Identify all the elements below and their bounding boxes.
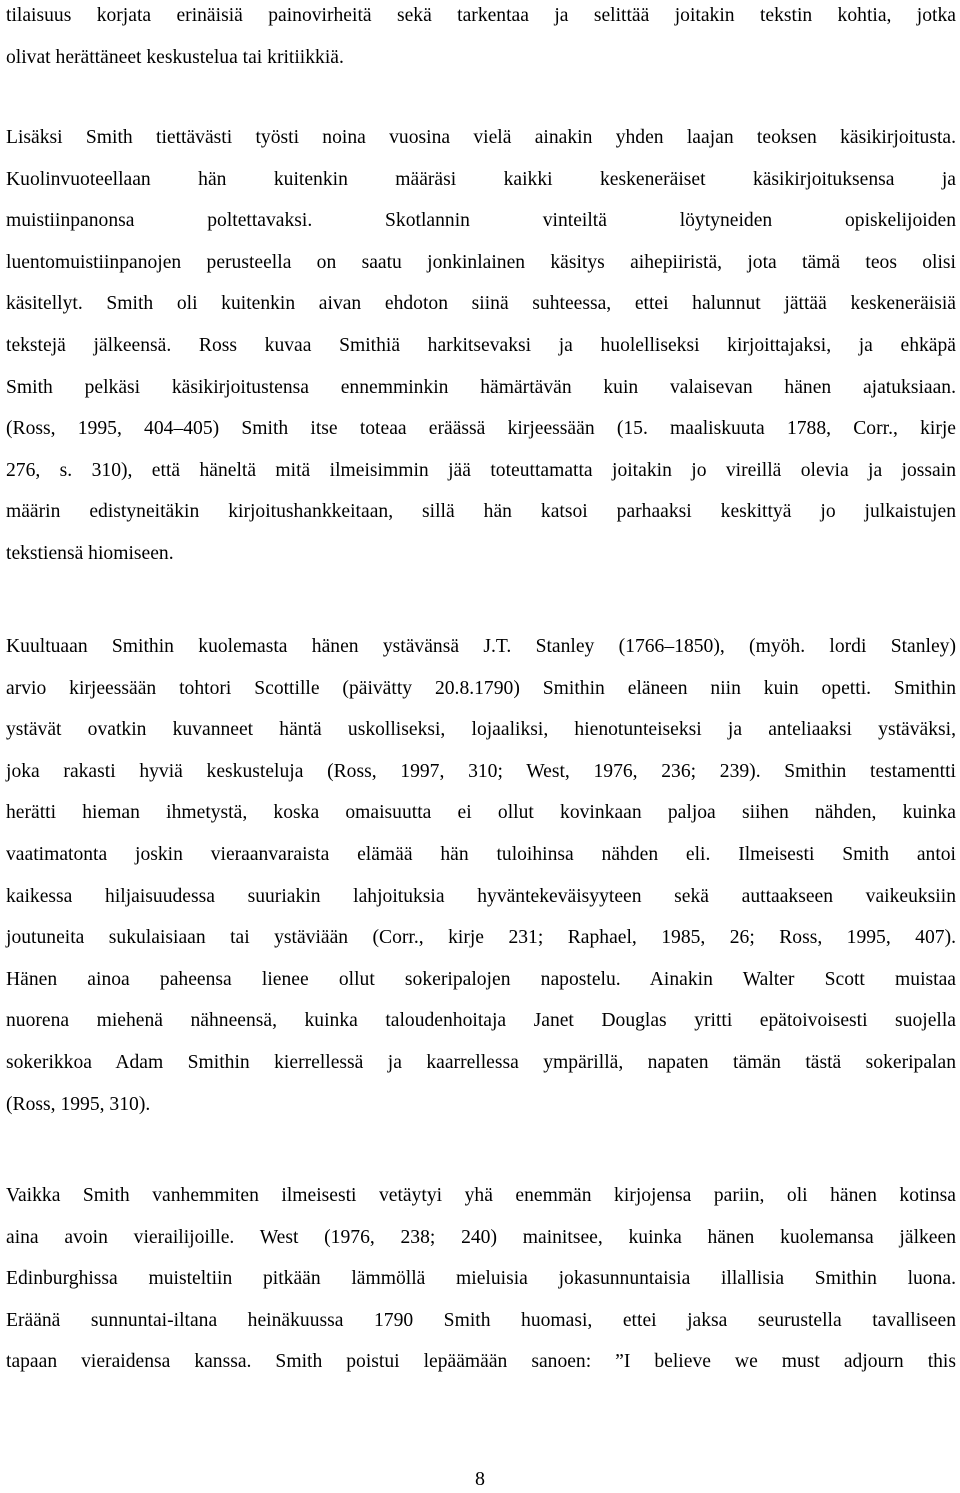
text-line: vaatimatonta joskin vieraanvaraista elämää hän tuloihinsa nähden eli. Ilmeisesti Smith antoi <box>6 843 956 865</box>
text-line: Smith pelkäsi käsikirjoitustensa ennemminkin hämärtävän kuin valaisevan hänen ajatuksiaan. <box>6 376 956 398</box>
text-line: Eräänä sunnuntai-iltana heinäkuussa 1790 Smith huomasi, ettei jaksa seurustella tavalliseen <box>6 1309 956 1331</box>
paragraph-3 <box>6 626 956 1125</box>
text-line: määrin edistyneitäkin kirjoitushankkeitaan, sillä hän katsoi parhaaksi keskittyä jo julkaistujen <box>6 501 956 523</box>
text-line: Edinburghissa muisteltiin pitkään lämmöllä mieluisia jokasunnuntaisia illallisia Smithin luona. <box>6 1268 956 1290</box>
text-line: tilaisuus korjata erinäisiä painovirheitä sekä tarkentaa ja selittää joitakin tekstin kohtia, jotka <box>6 5 956 26</box>
text-line: joka rakasti hyviä keskusteluja (Ross, 1997, 310; West, 1976, 236; 239). Smithin testamentti <box>6 760 956 782</box>
text-line: herätti hieman ihmetystä, koska omaisuutta ei ollut kovinkaan paljoa siihen nähden, kuinka <box>6 802 956 824</box>
text-line: 276, s. 310), että häneltä mitä ilmeisimmin jää toteuttamatta joitakin jo vireillä olevia ja jossain <box>6 459 956 481</box>
text-line: (Ross, 1995, 404–405) Smith itse toteaa eräässä kirjeessään (15. maaliskuuta 1788, Corr., kirje <box>6 418 956 440</box>
text-line: ystävät ovatkin kuvanneet häntä uskolliseksi, lojaaliksi, hienotunteiseksi ja anteliaaksi ystäväksi, <box>6 719 956 741</box>
text-line: nuorena miehenä nähneensä, kuinka taloudenhoitaja Janet Douglas yritti epätoivoisesti suojella <box>6 1010 956 1032</box>
text-line: Vaikka Smith vanhemmiten ilmeisesti vetäytyi yhä enemmän kirjojensa pariin, oli hänen kotinsa <box>6 1185 956 1206</box>
text-line: tapaan vieraidensa kanssa. Smith poistui lepäämään sanoen: ”I believe we must adjourn this <box>6 1351 956 1373</box>
text-line: Kuolinvuoteellaan hän kuitenkin määräsi kaikki keskeneräiset käsikirjoituksensa ja <box>6 168 956 190</box>
text-line: muistiinpanonsa poltettavaksi. Skotlannin vinteiltä löytyneiden opiskelijoiden <box>6 210 956 232</box>
paragraph-4 <box>6 1175 956 1383</box>
text-line: aina avoin vierailijoille. West (1976, 238; 240) mainitsee, kuinka hänen kuolemansa jälkeen <box>6 1226 956 1248</box>
text-line: sokerikkoa Adam Smithin kierrellessä ja kaarrellessa ympärillä, napaten tämän tästä sokeripalan <box>6 1051 956 1073</box>
text-line: Hänen ainoa paheensa lienee ollut sokeripalojen napostelu. Ainakin Walter Scott muistaa <box>6 968 956 990</box>
text-line: joutuneita sukulaisiaan tai ystäviään (Corr., kirje 231; Raphael, 1985, 26; Ross, 1995, 407). <box>6 927 956 949</box>
text-line: luentomuistiinpanojen perusteella on saatu jonkinlainen käsitys aihepiiristä, jota tämä teos olisi <box>6 251 956 273</box>
page-number: 8 <box>475 1468 485 1490</box>
text-line: arvio kirjeessään tohtori Scottille (päivätty 20.8.1790) Smithin eläneen niin kuin opetti. Smithin <box>6 677 956 699</box>
text-line: tekstejä jälkeensä. Ross kuvaa Smithiä harkitsevaksi ja huolelliseksi kirjoittajaksi, ja ehkäpä <box>6 334 956 356</box>
text-line: (Ross, 1995, 310). <box>6 1093 151 1115</box>
text-line: Lisäksi Smith tiettävästi työsti noina vuosina vielä ainakin yhden laajan teoksen käsikirjoitusta. <box>6 127 956 148</box>
paragraph-2 <box>6 117 956 575</box>
text-line: kaikessa hiljaisuudessa suuriakin lahjoituksia hyväntekeväisyyteen sekä auttaakseen vaikeuksiin <box>6 885 956 907</box>
paragraph-1 <box>6 0 956 78</box>
text-line: tekstiensä hiomiseen. <box>6 542 174 564</box>
text-line: olivat herättäneet keskustelua tai kritiikkiä. <box>6 46 344 68</box>
text-line: käsitellyt. Smith oli kuitenkin aivan ehdoton siinä suhteessa, ettei halunnut jättää keskeneräisiä <box>6 293 956 315</box>
text-line: Kuultuaan Smithin kuolemasta hänen ystävänsä J.T. Stanley (1766–1850), (myöh. lordi Stanley) <box>6 636 956 657</box>
